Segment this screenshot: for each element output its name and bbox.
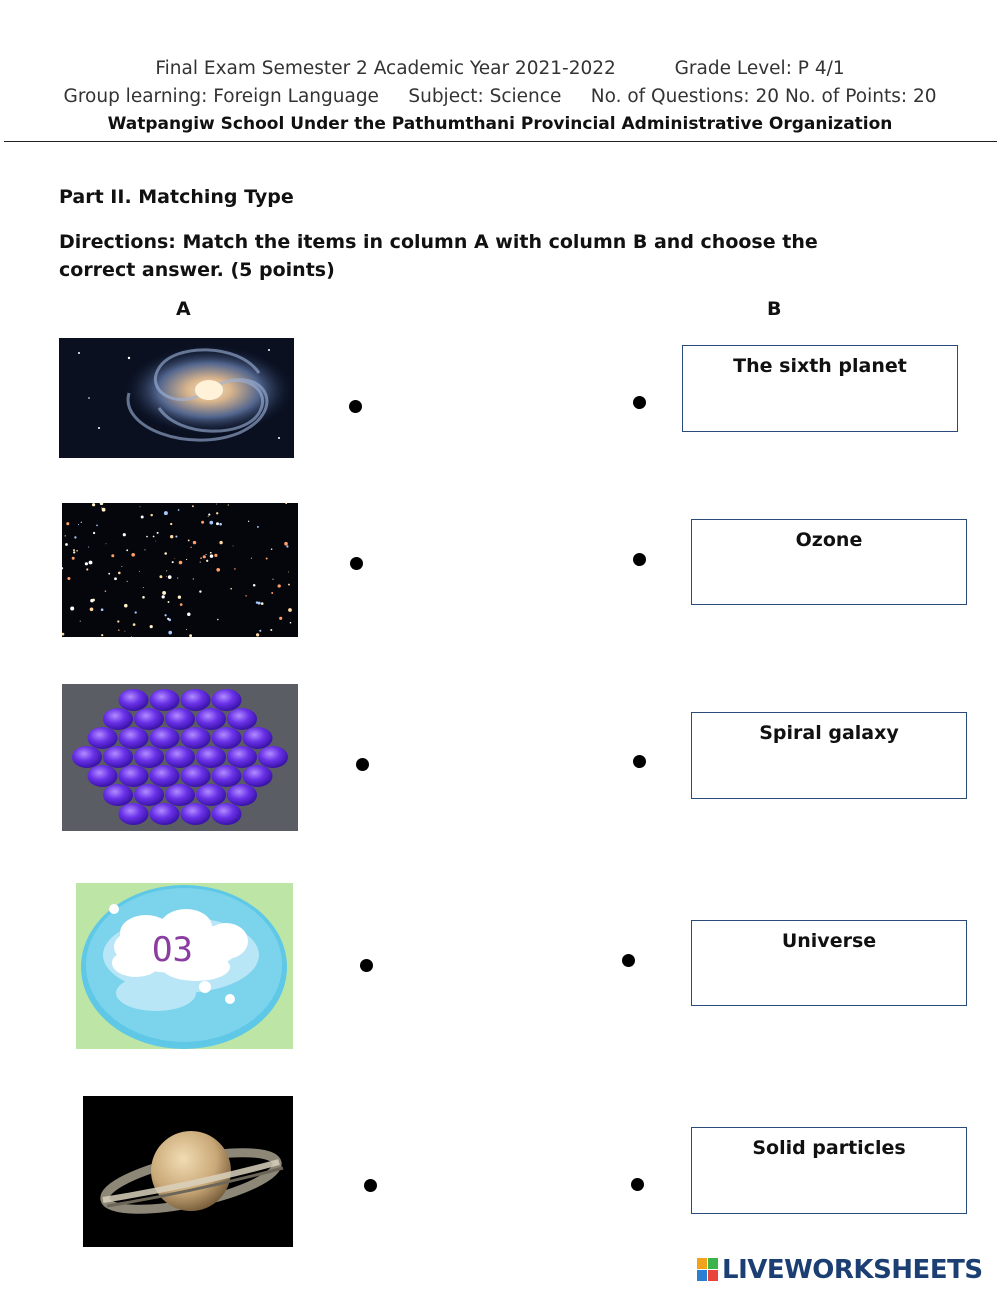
school-name: Watpangiw School Under the Pathumthani Provincial Administrative Organization: [107, 114, 893, 134]
saturn-planet-image: [83, 1096, 293, 1247]
logo-text: LIVEWORKSHEETS: [722, 1255, 983, 1285]
universe-deep-field-image: [62, 503, 298, 637]
solid-particles-image: [62, 684, 298, 831]
ozone-o3-image: [76, 883, 293, 1049]
directions-text: Directions: Match the items in column A with column B and choose the correct answer. (5 points): [59, 231, 818, 281]
answer-box-b4[interactable]: [691, 920, 967, 1006]
match-dot-b2[interactable]: [633, 553, 646, 566]
match-dot-b4[interactable]: [622, 954, 635, 967]
section-title: Part II. Matching Type: [59, 186, 294, 208]
liveworksheets-icon: [697, 1258, 719, 1282]
match-dot-a2[interactable]: [350, 557, 363, 570]
header-divider: [4, 141, 997, 142]
answer-label-b4: Universe: [781, 930, 877, 952]
answer-label-b2: Ozone: [795, 529, 863, 551]
column-a-label: A: [176, 298, 191, 320]
match-dot-b3[interactable]: [633, 755, 646, 768]
answer-label-b1: The sixth planet: [733, 355, 907, 377]
match-dot-b1[interactable]: [633, 396, 646, 409]
match-dot-a1[interactable]: [349, 400, 362, 413]
exam-header-line-1: Final Exam Semester 2 Academic Year 2021-2022 Grade Level: P 4/1: [155, 58, 845, 79]
liveworksheets-logo: [697, 1254, 983, 1286]
match-dot-a5[interactable]: [364, 1179, 377, 1192]
column-b-label: B: [767, 298, 782, 320]
answer-box-b1[interactable]: [682, 345, 958, 432]
match-dot-b5[interactable]: [631, 1178, 644, 1191]
match-dot-a3[interactable]: [356, 758, 369, 771]
match-dot-a4[interactable]: [360, 959, 373, 972]
answer-box-b3[interactable]: [691, 712, 967, 799]
ozone-formula-text: O3: [152, 930, 193, 970]
spiral-galaxy-image: [59, 338, 294, 458]
answer-label-b5: Solid particles: [752, 1137, 906, 1159]
exam-header-line-2: Group learning: Foreign Language Subject: Science No. of Questions: 20 No. of Points: 20: [63, 86, 937, 107]
answer-box-b5[interactable]: [691, 1127, 967, 1214]
answer-box-b2[interactable]: [691, 519, 967, 605]
answer-label-b3: Spiral galaxy: [759, 722, 899, 744]
